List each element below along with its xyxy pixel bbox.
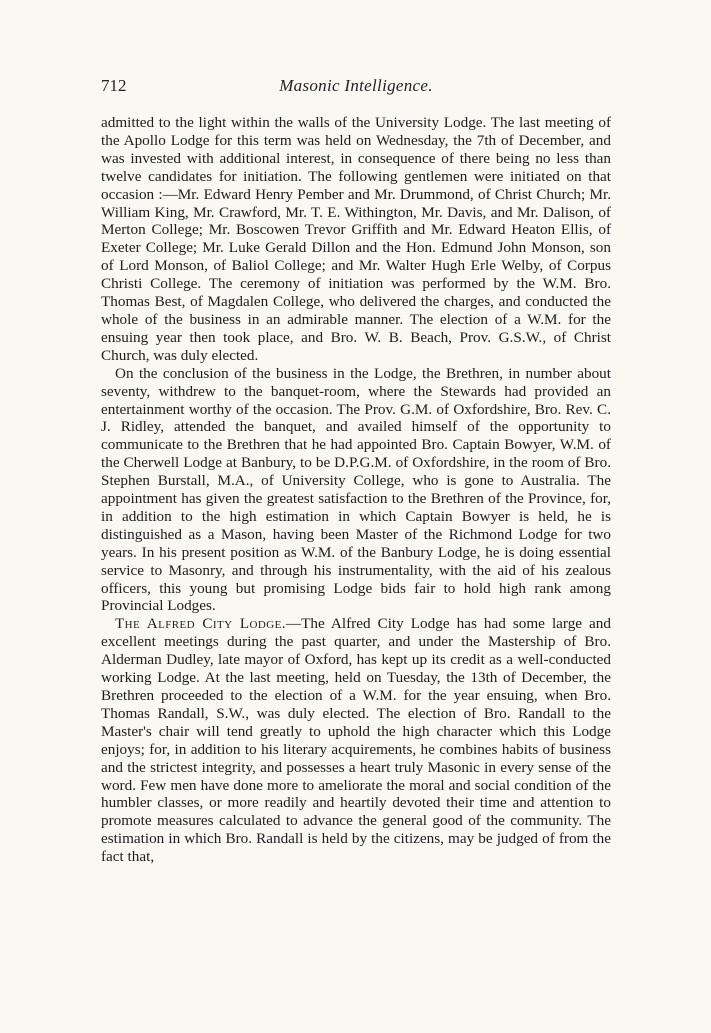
- paragraph-2: On the conclusion of the business in the Lodge, the Brethren, in number about seventy, withdrew to the banquet-room, where the Stewards had provided an entertainment worthy of the occasion. The Prov. G.M. of Oxfordshire, Bro. Rev. C. J. Ridley, attended the banquet, and availed himself of the opportunity to communicate to the Brethren that he had appointed Bro. Captain Bowyer, W.M. of the Cherwell Lodge at Banbury, to be D.P.G.M. of Oxfordshire, in the room of Bro. Stephen Burstall, M.A., of University College, who is gone to Australia. The appointment has given the greatest satisfaction to the Brethren of the Province, for, in addition to the high estimation in which Captain Bowyer is held, he is distinguished as a Mason, having been Master of the Richmond Lodge for two years. In his present position as W.M. of the Banbury Lodge, he is doing essential service to Masonry, and through his instrumentality, with the aid of his zealous officers, this young but promising Lodge bids fair to hold high rank among Provincial Lodges.: [101, 364, 611, 615]
- section-lead-heading: The Alfred City Lodge.: [115, 615, 286, 633]
- paragraph-1: admitted to the light within the walls of the University Lodge. The last meeting of the Apollo Lodge for this term was held on Wednesday, the 7th of December, and was invested with additional interest, in consequence of there being no less than twelve candidates for initiation. The following gentlemen were initiated on that occasion :—Mr. Edward Henry Pember and Mr. Drummond, of Christ Church; Mr. William King, Mr. Crawford, Mr. T. E. Withington, Mr. Davis, and Mr. Dalison, of Merton College; Mr. Boscowen Trevor Griffith and Mr. Edward Heaton Ellis, of Exeter College; Mr. Luke Gerald Dillon and the Hon. Edmund John Monson, son of Lord Monson, of Baliol College; and Mr. Walter Hugh Erle Welby, of Corpus Christi College. The ceremony of initiation was performed by the W.M. Bro. Thomas Best, of Magdalen College, who delivered the charges, and conducted the whole of the business in an admirable manner. The election of a W.M. for the ensuing year then took place, and Bro. W. B. Beach, Prov. G.S.W., of Christ Church, was duly elected.: [101, 114, 611, 364]
- paragraph-3: [101, 615, 611, 866]
- paragraph-3-text: —The Alfred City Lodge has had some large and excellent meetings during the past quarter, and under the Mastership of Bro. Alderman Dudley, late mayor of Oxford, has kept up its credit as a well-conducted working Lodge. At the last meeting, held on Tuesday, the 13th of December, the Brethren proceeded to the election of a W.M. for the year ensuing, when Bro. Thomas Randall, S.W., was duly elected. The election of Bro. Randall to the Master's chair will tend greatly to uphold the high character which this Lodge enjoys; for, in addition to his literary acquirements, he combines habits of business and the strictest integrity, and possesses a heart truly Masonic in every sense of the word. Few men have done more to ameliorate the moral and social condition of the humbler classes, or more readily and heartily devoted their time and attention to promote measures calculated to advance the general good of the community. The estimation in which Bro. Randall is held by the citizens, may be judged of from the fact that,: [101, 615, 611, 866]
- page-number: 712: [101, 76, 127, 95]
- running-head: Masonic Intelligence.: [279, 76, 433, 95]
- page-header: [101, 76, 611, 100]
- article-body: [101, 114, 611, 866]
